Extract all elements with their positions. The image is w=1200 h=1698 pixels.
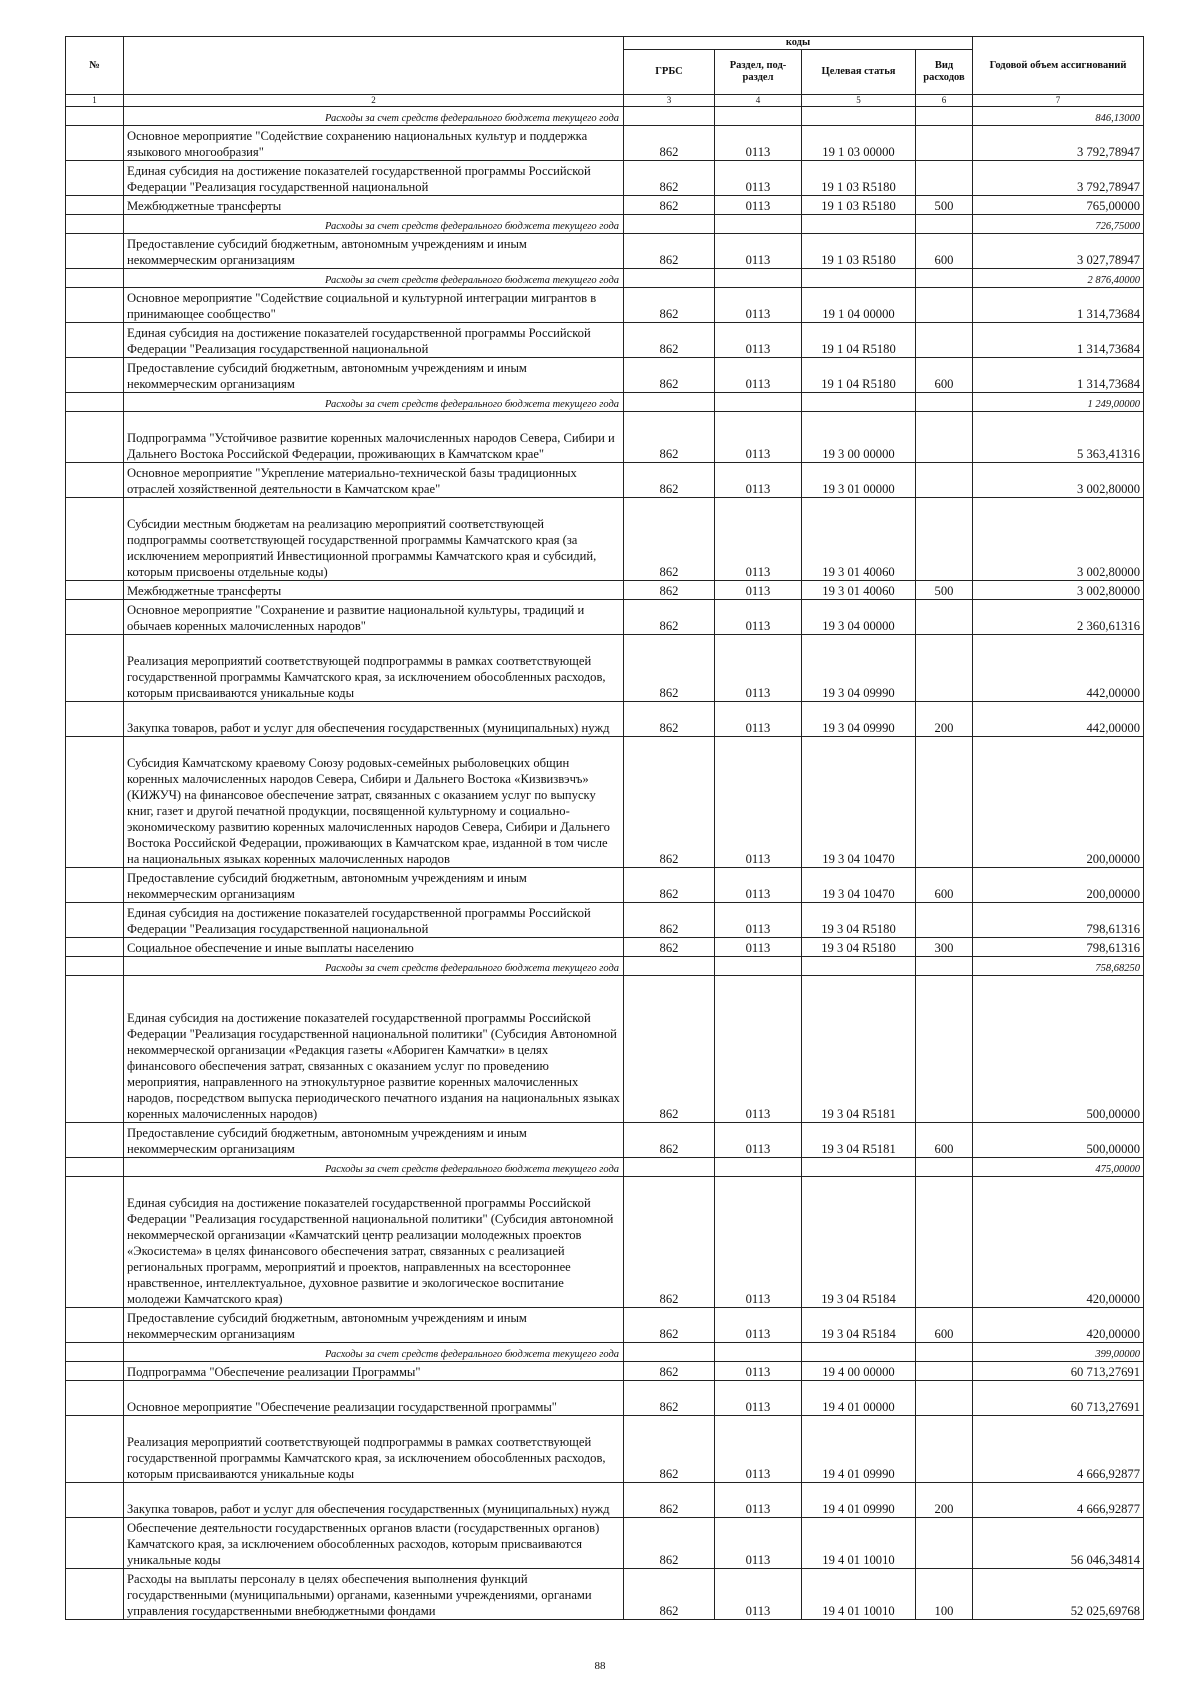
header-annual-amount: Годовой объем ассигнований <box>973 37 1144 95</box>
target-cell: 19 1 04 00000 <box>802 288 916 323</box>
grbs-cell: 862 <box>624 1177 715 1308</box>
row-number-cell <box>66 600 124 635</box>
type-cell <box>916 393 973 412</box>
grbs-cell <box>624 1343 715 1362</box>
description-cell: Реализация мероприятий соответствующей подпрограммы в рамках соответствующей государственной программы Камчатского края, за исключением обособленных расходов, которым присваиваются уникальные коды <box>124 1416 624 1483</box>
section-cell: 0113 <box>715 463 802 498</box>
target-cell: 19 3 04 09990 <box>802 702 916 737</box>
row-number-cell <box>66 234 124 269</box>
grbs-cell: 862 <box>624 903 715 938</box>
grbs-cell: 862 <box>624 498 715 581</box>
section-cell: 0113 <box>715 1123 802 1158</box>
description-cell: Единая субсидия на достижение показателей государственной программы Российской Федерации "Реализация государственной национальной политики" (Субсидия автономной некоммерческой организации «Камчатский центр реализации молодежных проектов «Экосистема» в целях финансового обеспечения затрат, связанных с реализацией региональных программ, мероприятий и проектов, направленных на всестороннее нравственное, интеллектуальное, духовное развитие и экологическое воспитание молодежи Камчатского края) <box>124 1177 624 1308</box>
section-cell: 0113 <box>715 1362 802 1381</box>
description-cell: Единая субсидия на достижение показателей государственной программы Российской Федерации "Реализация государственной национальной <box>124 903 624 938</box>
amount-cell: 3 002,80000 <box>973 498 1144 581</box>
table-row <box>66 463 1144 498</box>
row-number-cell <box>66 976 124 1123</box>
row-number-cell <box>66 107 124 126</box>
amount-cell: 758,68250 <box>973 957 1144 976</box>
grbs-cell: 862 <box>624 358 715 393</box>
type-cell: 500 <box>916 581 973 600</box>
row-number-cell <box>66 957 124 976</box>
table-row <box>66 903 1144 938</box>
description-cell: Межбюджетные трансферты <box>124 581 624 600</box>
federal-budget-row <box>66 107 1144 126</box>
grbs-cell <box>624 215 715 234</box>
federal-budget-row <box>66 1343 1144 1362</box>
type-cell: 100 <box>916 1569 973 1620</box>
type-cell <box>916 1416 973 1483</box>
amount-cell: 798,61316 <box>973 938 1144 957</box>
column-number-3: 3 <box>624 95 715 107</box>
description-cell: Основное мероприятие "Обеспечение реализации государственной программы" <box>124 1381 624 1416</box>
description-cell: Социальное обеспечение и иные выплаты населению <box>124 938 624 957</box>
column-number-5: 5 <box>802 95 916 107</box>
target-cell: 19 3 04 10470 <box>802 737 916 868</box>
description-cell: Обеспечение деятельности государственных органов власти (государственных органов) Камчатского края, за исключением обособленных расходов, которым присваиваются уникальные коды <box>124 1518 624 1569</box>
target-cell: 19 4 01 09990 <box>802 1416 916 1483</box>
header-expense-type: Вид расходов <box>916 50 973 95</box>
row-number-cell <box>66 1343 124 1362</box>
table-row <box>66 1123 1144 1158</box>
type-cell: 600 <box>916 868 973 903</box>
amount-cell: 798,61316 <box>973 903 1144 938</box>
target-cell <box>802 957 916 976</box>
amount-cell: 726,75000 <box>973 215 1144 234</box>
row-number-cell <box>66 463 124 498</box>
amount-cell: 200,00000 <box>973 737 1144 868</box>
amount-cell: 3 792,78947 <box>973 161 1144 196</box>
amount-cell: 475,00000 <box>973 1158 1144 1177</box>
target-cell: 19 1 04 R5180 <box>802 323 916 358</box>
grbs-cell: 862 <box>624 938 715 957</box>
type-cell <box>916 463 973 498</box>
description-cell: Основное мероприятие "Сохранение и развитие национальной культуры, традиций и обычаев коренных малочисленных народов" <box>124 600 624 635</box>
type-cell <box>916 412 973 463</box>
grbs-cell: 862 <box>624 126 715 161</box>
federal-budget-label: Расходы за счет средств федерального бюджета текущего года <box>124 1158 624 1177</box>
row-number-cell <box>66 903 124 938</box>
description-cell: Реализация мероприятий соответствующей подпрограммы в рамках соответствующей государственной программы Камчатского края, за исключением обособленных расходов, которым присваиваются уникальные коды <box>124 635 624 702</box>
target-cell <box>802 1343 916 1362</box>
federal-budget-label: Расходы за счет средств федерального бюджета текущего года <box>124 393 624 412</box>
type-cell <box>916 976 973 1123</box>
row-number-cell <box>66 1483 124 1518</box>
type-cell: 200 <box>916 1483 973 1518</box>
table-row <box>66 126 1144 161</box>
amount-cell: 500,00000 <box>973 976 1144 1123</box>
row-number-cell <box>66 1381 124 1416</box>
description-cell: Основное мероприятие "Укрепление материально-технической базы традиционных отраслей хозяйственной деятельности в Камчатском крае" <box>124 463 624 498</box>
target-cell: 19 3 04 00000 <box>802 600 916 635</box>
description-cell: Единая субсидия на достижение показателей государственной программы Российской Федерации "Реализация государственной национальной <box>124 323 624 358</box>
amount-cell: 52 025,69768 <box>973 1569 1144 1620</box>
section-cell <box>715 1158 802 1177</box>
type-cell: 500 <box>916 196 973 215</box>
row-number-cell <box>66 196 124 215</box>
header-description <box>124 37 624 95</box>
target-cell: 19 4 01 10010 <box>802 1518 916 1569</box>
grbs-cell: 862 <box>624 1483 715 1518</box>
grbs-cell: 862 <box>624 1362 715 1381</box>
type-cell <box>916 957 973 976</box>
description-cell: Подпрограмма "Устойчивое развитие коренных малочисленных народов Севера, Сибири и Дальнего Востока Российской Федерации, проживающих в Камчатском крае" <box>124 412 624 463</box>
federal-budget-row <box>66 957 1144 976</box>
type-cell <box>916 600 973 635</box>
federal-budget-row <box>66 393 1144 412</box>
row-number-cell <box>66 1123 124 1158</box>
section-cell: 0113 <box>715 581 802 600</box>
amount-cell: 442,00000 <box>973 702 1144 737</box>
amount-cell: 420,00000 <box>973 1177 1144 1308</box>
type-cell <box>916 288 973 323</box>
description-cell: Основное мероприятие "Содействие социальной и культурной интеграции мигрантов в принимающее сообщество" <box>124 288 624 323</box>
row-number-cell <box>66 868 124 903</box>
row-number-cell <box>66 702 124 737</box>
type-cell: 600 <box>916 358 973 393</box>
table-row <box>66 1177 1144 1308</box>
header-section: Раздел, под-раздел <box>715 50 802 95</box>
target-cell: 19 3 01 40060 <box>802 581 916 600</box>
type-cell <box>916 323 973 358</box>
grbs-cell: 862 <box>624 1518 715 1569</box>
row-number-cell <box>66 581 124 600</box>
target-cell: 19 4 01 00000 <box>802 1381 916 1416</box>
amount-cell: 420,00000 <box>973 1308 1144 1343</box>
section-cell: 0113 <box>715 323 802 358</box>
grbs-cell: 862 <box>624 702 715 737</box>
row-number-cell <box>66 635 124 702</box>
section-cell <box>715 1343 802 1362</box>
target-cell: 19 4 01 10010 <box>802 1569 916 1620</box>
target-cell: 19 3 04 R5184 <box>802 1177 916 1308</box>
description-cell: Субсидии местным бюджетам на реализацию мероприятий соответствующей подпрограммы соответствующей государственной программы Камчатского края (за исключением мероприятий Инвестиционной программы Камчатского края и субсидий, которым присвоены отдельные коды) <box>124 498 624 581</box>
header-target-item: Целевая статья <box>802 50 916 95</box>
row-number-cell <box>66 1569 124 1620</box>
grbs-cell: 862 <box>624 323 715 358</box>
amount-cell: 60 713,27691 <box>973 1381 1144 1416</box>
amount-cell: 846,13000 <box>973 107 1144 126</box>
target-cell: 19 1 03 R5180 <box>802 196 916 215</box>
grbs-cell: 862 <box>624 1569 715 1620</box>
section-cell: 0113 <box>715 635 802 702</box>
page-number: 88 <box>594 1660 606 1672</box>
row-number-cell <box>66 938 124 957</box>
section-cell: 0113 <box>715 702 802 737</box>
type-cell: 600 <box>916 1123 973 1158</box>
grbs-cell: 862 <box>624 581 715 600</box>
table-row <box>66 581 1144 600</box>
description-cell: Межбюджетные трансферты <box>124 196 624 215</box>
description-cell: Подпрограмма "Обеспечение реализации Программы" <box>124 1362 624 1381</box>
section-cell: 0113 <box>715 1308 802 1343</box>
table-row <box>66 358 1144 393</box>
grbs-cell: 862 <box>624 234 715 269</box>
type-cell <box>916 269 973 288</box>
grbs-cell <box>624 393 715 412</box>
table-row <box>66 161 1144 196</box>
type-cell <box>916 161 973 196</box>
section-cell: 0113 <box>715 498 802 581</box>
section-cell: 0113 <box>715 1177 802 1308</box>
table-row <box>66 737 1144 868</box>
amount-cell: 4 666,92877 <box>973 1416 1144 1483</box>
grbs-cell: 862 <box>624 600 715 635</box>
amount-cell: 399,00000 <box>973 1343 1144 1362</box>
target-cell <box>802 269 916 288</box>
description-cell: Закупка товаров, работ и услуг для обеспечения государственных (муниципальных) нужд <box>124 702 624 737</box>
table-row <box>66 1483 1144 1518</box>
table-row <box>66 938 1144 957</box>
table-row <box>66 1381 1144 1416</box>
row-number-cell <box>66 269 124 288</box>
description-cell: Предоставление субсидий бюджетным, автономным учреждениям и иным некоммерческим организациям <box>124 358 624 393</box>
row-number-cell <box>66 1362 124 1381</box>
grbs-cell: 862 <box>624 288 715 323</box>
row-number-cell <box>66 737 124 868</box>
section-cell: 0113 <box>715 903 802 938</box>
column-number-4: 4 <box>715 95 802 107</box>
grbs-cell <box>624 269 715 288</box>
type-cell: 600 <box>916 1308 973 1343</box>
table-row <box>66 1569 1144 1620</box>
table-row <box>66 498 1144 581</box>
target-cell <box>802 1158 916 1177</box>
grbs-cell: 862 <box>624 463 715 498</box>
table-row <box>66 1518 1144 1569</box>
table-row <box>66 1308 1144 1343</box>
grbs-cell <box>624 107 715 126</box>
header-grbs: ГРБС <box>624 50 715 95</box>
target-cell: 19 3 04 10470 <box>802 868 916 903</box>
grbs-cell <box>624 1158 715 1177</box>
section-cell: 0113 <box>715 600 802 635</box>
amount-cell: 3 002,80000 <box>973 463 1144 498</box>
section-cell: 0113 <box>715 161 802 196</box>
row-number-cell <box>66 412 124 463</box>
type-cell <box>916 1343 973 1362</box>
column-number-7: 7 <box>973 95 1144 107</box>
target-cell: 19 3 00 00000 <box>802 412 916 463</box>
target-cell: 19 4 00 00000 <box>802 1362 916 1381</box>
federal-budget-label: Расходы за счет средств федерального бюджета текущего года <box>124 107 624 126</box>
target-cell: 19 1 03 00000 <box>802 126 916 161</box>
section-cell <box>715 393 802 412</box>
type-cell <box>916 903 973 938</box>
section-cell: 0113 <box>715 412 802 463</box>
table-row <box>66 635 1144 702</box>
target-cell <box>802 393 916 412</box>
section-cell: 0113 <box>715 288 802 323</box>
section-cell: 0113 <box>715 1569 802 1620</box>
section-cell: 0113 <box>715 1416 802 1483</box>
amount-cell: 765,00000 <box>973 196 1144 215</box>
section-cell <box>715 269 802 288</box>
amount-cell: 1 314,73684 <box>973 288 1144 323</box>
row-number-cell <box>66 393 124 412</box>
section-cell: 0113 <box>715 1381 802 1416</box>
federal-budget-label: Расходы за счет средств федерального бюджета текущего года <box>124 215 624 234</box>
row-number-cell <box>66 323 124 358</box>
amount-cell: 2 360,61316 <box>973 600 1144 635</box>
amount-cell: 60 713,27691 <box>973 1362 1144 1381</box>
federal-budget-row <box>66 269 1144 288</box>
table-row <box>66 196 1144 215</box>
type-cell <box>916 107 973 126</box>
amount-cell: 2 876,40000 <box>973 269 1144 288</box>
target-cell <box>802 107 916 126</box>
table-row <box>66 323 1144 358</box>
table-row <box>66 976 1144 1123</box>
amount-cell: 3 792,78947 <box>973 126 1144 161</box>
target-cell: 19 3 01 00000 <box>802 463 916 498</box>
type-cell <box>916 215 973 234</box>
federal-budget-label: Расходы за счет средств федерального бюджета текущего года <box>124 1343 624 1362</box>
grbs-cell <box>624 957 715 976</box>
grbs-cell: 862 <box>624 635 715 702</box>
description-cell: Основное мероприятие "Содействие сохранению национальных культур и поддержка языкового многообразия" <box>124 126 624 161</box>
amount-cell: 1 314,73684 <box>973 323 1144 358</box>
section-cell <box>715 957 802 976</box>
federal-budget-row <box>66 1158 1144 1177</box>
target-cell: 19 3 04 R5184 <box>802 1308 916 1343</box>
column-number-2: 2 <box>124 95 624 107</box>
section-cell: 0113 <box>715 358 802 393</box>
amount-cell: 1 314,73684 <box>973 358 1144 393</box>
amount-cell: 500,00000 <box>973 1123 1144 1158</box>
federal-budget-row <box>66 215 1144 234</box>
description-cell: Расходы на выплаты персоналу в целях обеспечения выполнения функций государственными (муниципальными) органами, казенными учреждениями, органами управления государственными внебюджетными фондами <box>124 1569 624 1620</box>
grbs-cell: 862 <box>624 1381 715 1416</box>
target-cell: 19 4 01 09990 <box>802 1483 916 1518</box>
type-cell <box>916 498 973 581</box>
description-cell: Предоставление субсидий бюджетным, автономным учреждениям и иным некоммерческим организациям <box>124 868 624 903</box>
amount-cell: 4 666,92877 <box>973 1483 1144 1518</box>
type-cell: 200 <box>916 702 973 737</box>
target-cell: 19 1 03 R5180 <box>802 161 916 196</box>
target-cell: 19 3 04 R5180 <box>802 938 916 957</box>
row-number-cell <box>66 498 124 581</box>
budget-table-sheet <box>65 36 1143 1620</box>
table-row <box>66 600 1144 635</box>
row-number-cell <box>66 288 124 323</box>
target-cell: 19 1 04 R5180 <box>802 358 916 393</box>
amount-cell: 442,00000 <box>973 635 1144 702</box>
grbs-cell: 862 <box>624 412 715 463</box>
description-cell: Предоставление субсидий бюджетным, автономным учреждениям и иным некоммерческим организациям <box>124 234 624 269</box>
target-cell: 19 3 04 R5180 <box>802 903 916 938</box>
target-cell: 19 3 01 40060 <box>802 498 916 581</box>
grbs-cell: 862 <box>624 1308 715 1343</box>
table-row <box>66 234 1144 269</box>
grbs-cell: 862 <box>624 976 715 1123</box>
row-number-cell <box>66 1177 124 1308</box>
column-number-1: 1 <box>66 95 124 107</box>
section-cell: 0113 <box>715 938 802 957</box>
table-row <box>66 1362 1144 1381</box>
description-cell: Субсидия Камчатскому краевому Союзу родовых-семейных рыболовецких общин коренных малочисленных народов Севера, Сибири и Дальнего Востока «Кизвизвэчъ» (КИЖУЧ) на финансовое обеспечение затрат, связанных с оказанием услуг по выпуску книг, газет и другой печатной продукции, посвященной культурному и социально-экономическому развитию коренных малочисленных народов Севера, Сибири и Дальнего Востока Российской Федерации, проживающих в Камчатском крае, изданной в том числе на национальных языках коренных малочисленных народов <box>124 737 624 868</box>
column-number-6: 6 <box>916 95 973 107</box>
type-cell: 600 <box>916 234 973 269</box>
amount-cell: 1 249,00000 <box>973 393 1144 412</box>
amount-cell: 56 046,34814 <box>973 1518 1144 1569</box>
section-cell: 0113 <box>715 868 802 903</box>
type-cell <box>916 737 973 868</box>
table-row <box>66 868 1144 903</box>
header-codes: коды <box>624 37 973 50</box>
federal-budget-label: Расходы за счет средств федерального бюджета текущего года <box>124 269 624 288</box>
type-cell: 300 <box>916 938 973 957</box>
type-cell <box>916 126 973 161</box>
table-row <box>66 702 1144 737</box>
amount-cell: 3 027,78947 <box>973 234 1144 269</box>
section-cell: 0113 <box>715 126 802 161</box>
type-cell <box>916 1362 973 1381</box>
target-cell <box>802 215 916 234</box>
grbs-cell: 862 <box>624 1123 715 1158</box>
target-cell: 19 3 04 09990 <box>802 635 916 702</box>
target-cell: 19 3 04 R5181 <box>802 1123 916 1158</box>
type-cell <box>916 1381 973 1416</box>
header-number: № <box>66 37 124 95</box>
table-row <box>66 1416 1144 1483</box>
row-number-cell <box>66 358 124 393</box>
row-number-cell <box>66 215 124 234</box>
target-cell: 19 3 04 R5181 <box>802 976 916 1123</box>
description-cell: Единая субсидия на достижение показателей государственной программы Российской Федерации "Реализация государственной национальной <box>124 161 624 196</box>
row-number-cell <box>66 1416 124 1483</box>
section-cell: 0113 <box>715 234 802 269</box>
type-cell <box>916 1158 973 1177</box>
description-cell: Единая субсидия на достижение показателей государственной программы Российской Федерации "Реализация государственной национальной политики" (Субсидия Автономной некоммерческой организации «Редакция газеты «Абориген Камчатки» в целях финансового обеспечения затрат, связанных с оказанием услуг по проведению мероприятия, направленного на этнокультурное развитие коренных малочисленных народов, посредством выпуска периодического печатного издания на национальных языках коренных малочисленных народов) <box>124 976 624 1123</box>
target-cell: 19 1 03 R5180 <box>802 234 916 269</box>
row-number-cell <box>66 126 124 161</box>
table-row <box>66 412 1144 463</box>
grbs-cell: 862 <box>624 1416 715 1483</box>
grbs-cell: 862 <box>624 737 715 868</box>
row-number-cell <box>66 161 124 196</box>
section-cell <box>715 215 802 234</box>
amount-cell: 3 002,80000 <box>973 581 1144 600</box>
description-cell: Закупка товаров, работ и услуг для обеспечения государственных (муниципальных) нужд <box>124 1483 624 1518</box>
row-number-cell <box>66 1518 124 1569</box>
grbs-cell: 862 <box>624 196 715 215</box>
section-cell <box>715 107 802 126</box>
amount-cell: 200,00000 <box>973 868 1144 903</box>
budget-allocation-table <box>65 36 1144 1620</box>
type-cell <box>916 1177 973 1308</box>
row-number-cell <box>66 1308 124 1343</box>
amount-cell: 5 363,41316 <box>973 412 1144 463</box>
grbs-cell: 862 <box>624 868 715 903</box>
description-cell: Предоставление субсидий бюджетным, автономным учреждениям и иным некоммерческим организациям <box>124 1123 624 1158</box>
section-cell: 0113 <box>715 737 802 868</box>
grbs-cell: 862 <box>624 161 715 196</box>
federal-budget-label: Расходы за счет средств федерального бюджета текущего года <box>124 957 624 976</box>
section-cell: 0113 <box>715 1518 802 1569</box>
section-cell: 0113 <box>715 196 802 215</box>
section-cell: 0113 <box>715 1483 802 1518</box>
row-number-cell <box>66 1158 124 1177</box>
description-cell: Предоставление субсидий бюджетным, автономным учреждениям и иным некоммерческим организациям <box>124 1308 624 1343</box>
type-cell <box>916 635 973 702</box>
table-row <box>66 288 1144 323</box>
type-cell <box>916 1518 973 1569</box>
table-body <box>66 107 1144 1620</box>
section-cell: 0113 <box>715 976 802 1123</box>
